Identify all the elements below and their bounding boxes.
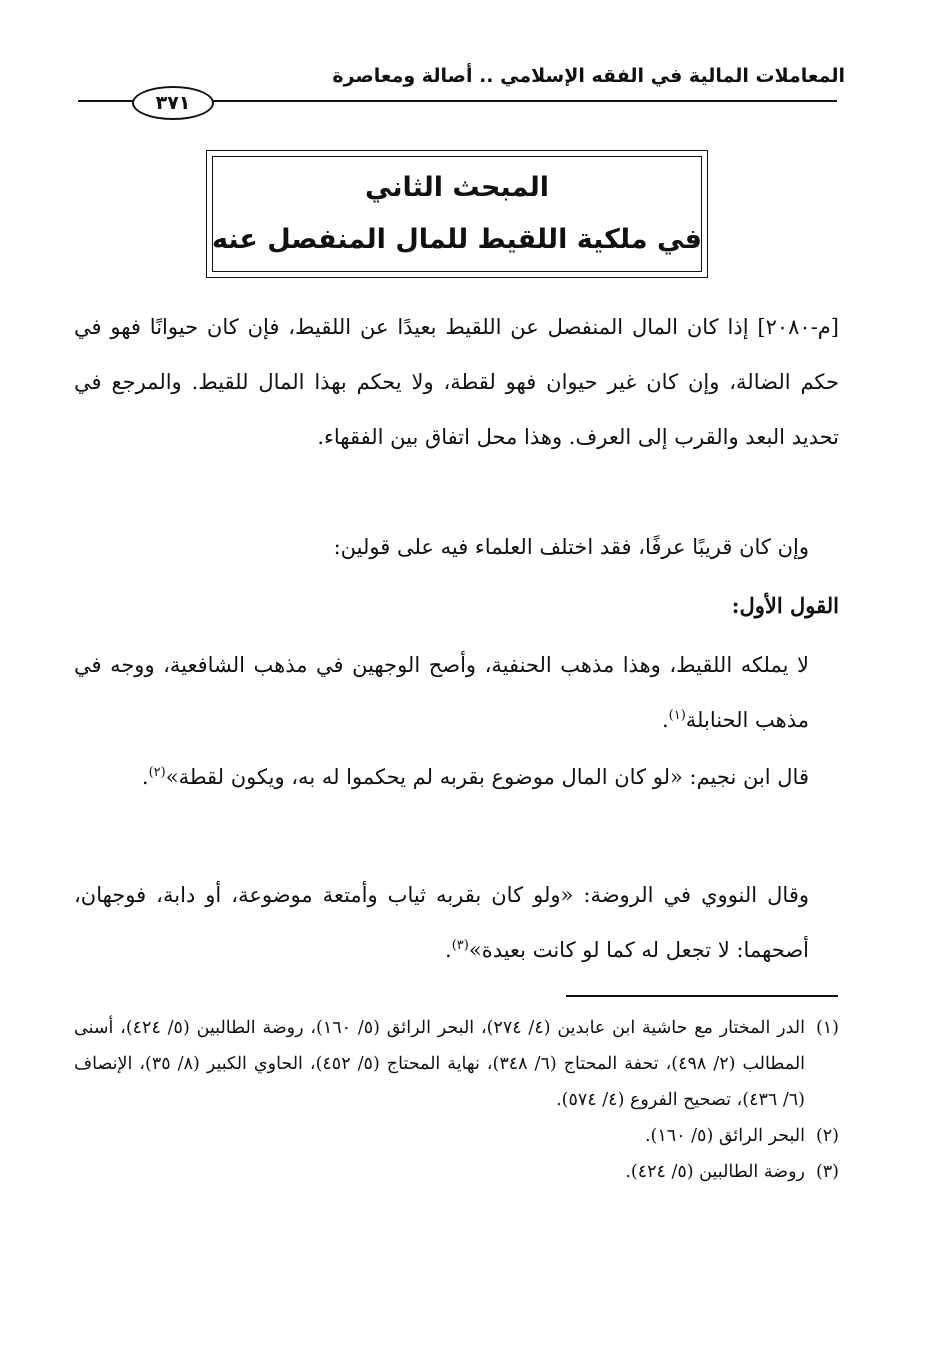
paragraph-2: وإن كان قريبًا عرفًا، فقد اختلف العلماء فيه على قولين:	[333, 535, 809, 559]
paragraph-first-opinion-text: لا يملكه اللقيط، وهذا مذهب الحنفية، وأصح الوجهين في مذهب الشافعية، ووجه في مذهب الحنابلة	[74, 653, 809, 732]
paragraph-nawawi-quote	[74, 868, 839, 978]
footnote-text: روضة الطالبين (٥/ ٤٢٤).	[625, 1162, 805, 1182]
paragraph-1: [م-٢٠٨٠] إذا كان المال المنفصل عن اللقيط بعيدًا عن اللقيط، فإن كان حيوانًا فهو في حكم الضالة، وإن كان غير حيوان فهو لقطة، ولا يحكم بهذا المال للقيط. والمرجع في تحديد البعد والقرب إلى العرف. وهذا محل اتفاق بين الفقهاء.	[74, 315, 839, 449]
ibn-nujaym-quote-end: .	[141, 765, 149, 789]
paragraph-first-opinion	[74, 638, 839, 748]
section-title-line-2: في ملكية اللقيط للمال المنفصل عنه	[212, 224, 702, 255]
footnote-ref-3: (٣)	[451, 938, 469, 953]
section-title-box	[206, 150, 708, 278]
footnote-number: (١)	[815, 1018, 839, 1038]
footnote-number: (٣)	[815, 1162, 839, 1182]
nawawi-quote-text: وقال النووي في الروضة: «ولو كان بقربه ثياب وأمتعة موضوعة، أو دابة، فوجهان، أصحهما: لا تجعل له كما لو كانت بعيدة»	[74, 883, 809, 962]
running-header-title: المعاملات المالية في الفقه الإسلامي .. أصالة ومعاصرة	[332, 65, 845, 87]
footnote-text: الدر المختار مع حاشية ابن عابدين (٤/ ٢٧٤)، البحر الرائق (٥/ ١٦٠)، روضة الطالبين (٥/ ٤٢٤)، أسنى المطالب (٢/ ٤٩٨)، تحفة المحتاج (٦/ ٣٤٨)، نهاية المحتاج (٥/ ٤٥٢)، الحاوي الكبير (٨/ ٣٥)، الإنصاف (٦/ ٤٣٦)، تصحيح الفروع (٤/ ٥٧٤).	[74, 1018, 806, 1110]
section-title-line-1: المبحث الثاني	[365, 172, 549, 203]
first-opinion-heading: القول الأول:	[731, 593, 839, 618]
footnote-1	[74, 1010, 839, 1118]
paragraph-ibn-nujaym-quote	[74, 750, 839, 805]
ibn-nujaym-quote-text: قال ابن نجيم: «لو كان المال موضوع بقربه لم يحكموا له به، ويكون لقطة»	[165, 765, 809, 789]
footnote-3	[74, 1154, 839, 1190]
footnote-ref-1: (١)	[668, 708, 686, 723]
footnote-ref-2: (٢)	[148, 765, 166, 780]
page-number: ٣٧١	[132, 86, 214, 120]
footnote-number: (٢)	[815, 1126, 839, 1146]
nawawi-quote-end: .	[445, 938, 452, 962]
footnote-separator	[566, 995, 838, 997]
footnote-2	[74, 1118, 839, 1154]
footnote-text: البحر الرائق (٥/ ١٦٠).	[644, 1126, 805, 1146]
paragraph-first-opinion-end: .	[661, 708, 669, 732]
footnotes	[74, 1010, 839, 1190]
